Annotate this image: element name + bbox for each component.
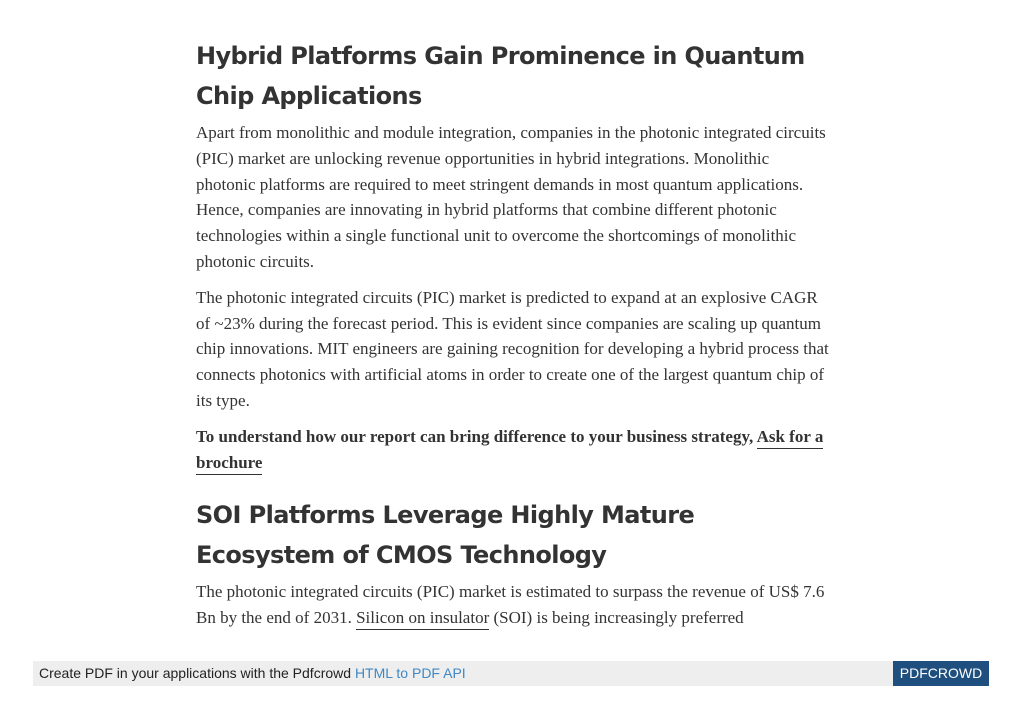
paragraph-market-growth: The photonic integrated circuits (PIC) market is predicted to expand at an explosive CAGR of ~23% during the forecast period. This is evident since companies are scaling up quantum chip innovations. MIT engineers are gaining recognition for developing a hybrid process that connects photonics with artificial atoms in order to create one of the largest quantum chip of its type. (196, 287, 829, 410)
section-heading-soi-platforms: SOI Platforms Leverage Highly Mature Ecosystem of CMOS Technology (196, 501, 695, 570)
pdfcrowd-footer-bar (33, 661, 989, 686)
article-body (196, 36, 830, 641)
paragraph-hybrid-integration: Apart from monolithic and module integration, companies in the photonic integrated circuits (PIC) market are unlocking revenue opportunities in hybrid integrations. Monolithic photonic platforms are required to meet stringent demands in most quantum applications. Hence, companies are innovating in hybrid platforms that combine different photonic technologies within a single functional unit to overcome the shortcomings of monolithic photonic circuits. (196, 123, 826, 271)
paragraph-soi-text-start: The photonic integrated circuits (PIC) market is estimated to surpass the revenue of US$ 7.6 Bn by the end of 2031. (196, 582, 825, 628)
ask-for-brochure-link[interactable]: Ask for a brochure (196, 427, 823, 475)
footer-label: Create PDF in your applications with the Pdfcrowd (39, 665, 355, 681)
section-heading-hybrid-platforms: Hybrid Platforms Gain Prominence in Quantum Chip Applications (196, 42, 805, 110)
silicon-on-insulator-link[interactable]: Silicon on insulator (356, 608, 489, 630)
pdfcrowd-logo-badge[interactable]: PDFCROWD (893, 661, 989, 686)
paragraph-soi-text-end: (SOI) is being increasingly preferred (489, 608, 744, 628)
cta-text: To understand how our report can bring difference to your business strategy, (196, 426, 757, 446)
html-to-pdf-api-link[interactable]: HTML to PDF API (354, 665, 466, 681)
footer-text (39, 661, 466, 686)
paragraph-soi-revenue (196, 579, 830, 631)
brochure-call-to-action (196, 424, 830, 476)
